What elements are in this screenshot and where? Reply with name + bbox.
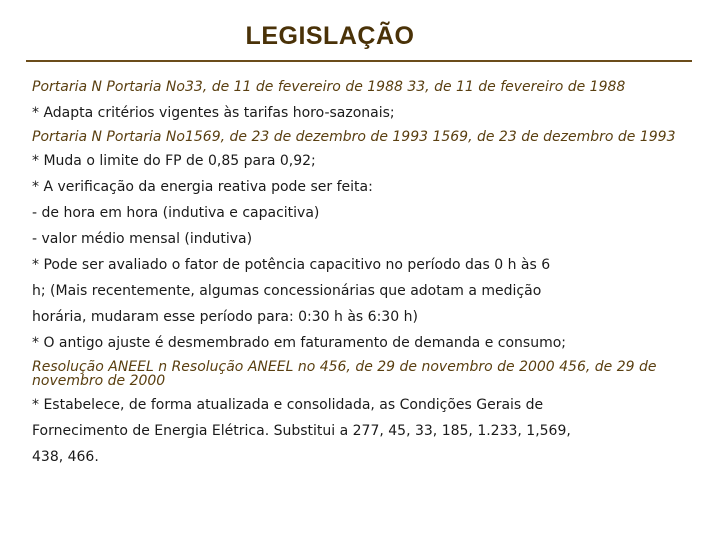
- bullet-continuation: 438, 466.: [32, 449, 99, 465]
- reference-portaria-1569: Portaria N Portaria No1569, de 23 de dezembro de 1993 1569, de 23 de dezembro de 1993: [32, 129, 676, 145]
- bullet-item: * Muda o limite do FP de 0,85 para 0,92;: [32, 153, 316, 169]
- bullet-continuation: h; (Mais recentemente, algumas concessionárias que adotam a medição: [32, 283, 542, 299]
- reference-portaria-33: Portaria N Portaria No33, de 11 de fevereiro de 1988 33, de 11 de fevereiro de 1988: [32, 79, 626, 95]
- bullet-item: * Pode ser avaliado o fator de potência capacitivo no período das 0 h às 6: [32, 257, 551, 273]
- bullet-continuation: horária, mudaram esse período para: 0:30 h às 6:30 h): [32, 309, 418, 325]
- bullet-item: * Adapta critérios vigentes às tarifas horo-sazonais;: [32, 105, 395, 121]
- sub-item: - valor médio mensal (indutiva): [32, 231, 253, 247]
- legislation-list: [32, 78, 682, 474]
- reference-resolucao-456: Resolução ANEEL n Resolução ANEEL no 456, de 29 de novembro de 2000 456, de 29 de novembro de 2000: [32, 359, 657, 389]
- page-title: LEGISLAÇÃO: [245, 22, 415, 50]
- bullet-item: * Estabelece, de forma atualizada e consolidada, as Condições Gerais de: [32, 397, 544, 413]
- title-divider: [26, 60, 692, 62]
- bullet-item: * A verificação da energia reativa pode ser feita:: [32, 179, 373, 195]
- bullet-item: * O antigo ajuste é desmembrado em faturamento de demanda e consumo;: [32, 335, 566, 351]
- bullet-continuation: Fornecimento de Energia Elétrica. Substitui a 277, 45, 33, 185, 1.233, 1,569,: [32, 423, 571, 439]
- sub-item: - de hora em hora (indutiva e capacitiva): [32, 205, 320, 221]
